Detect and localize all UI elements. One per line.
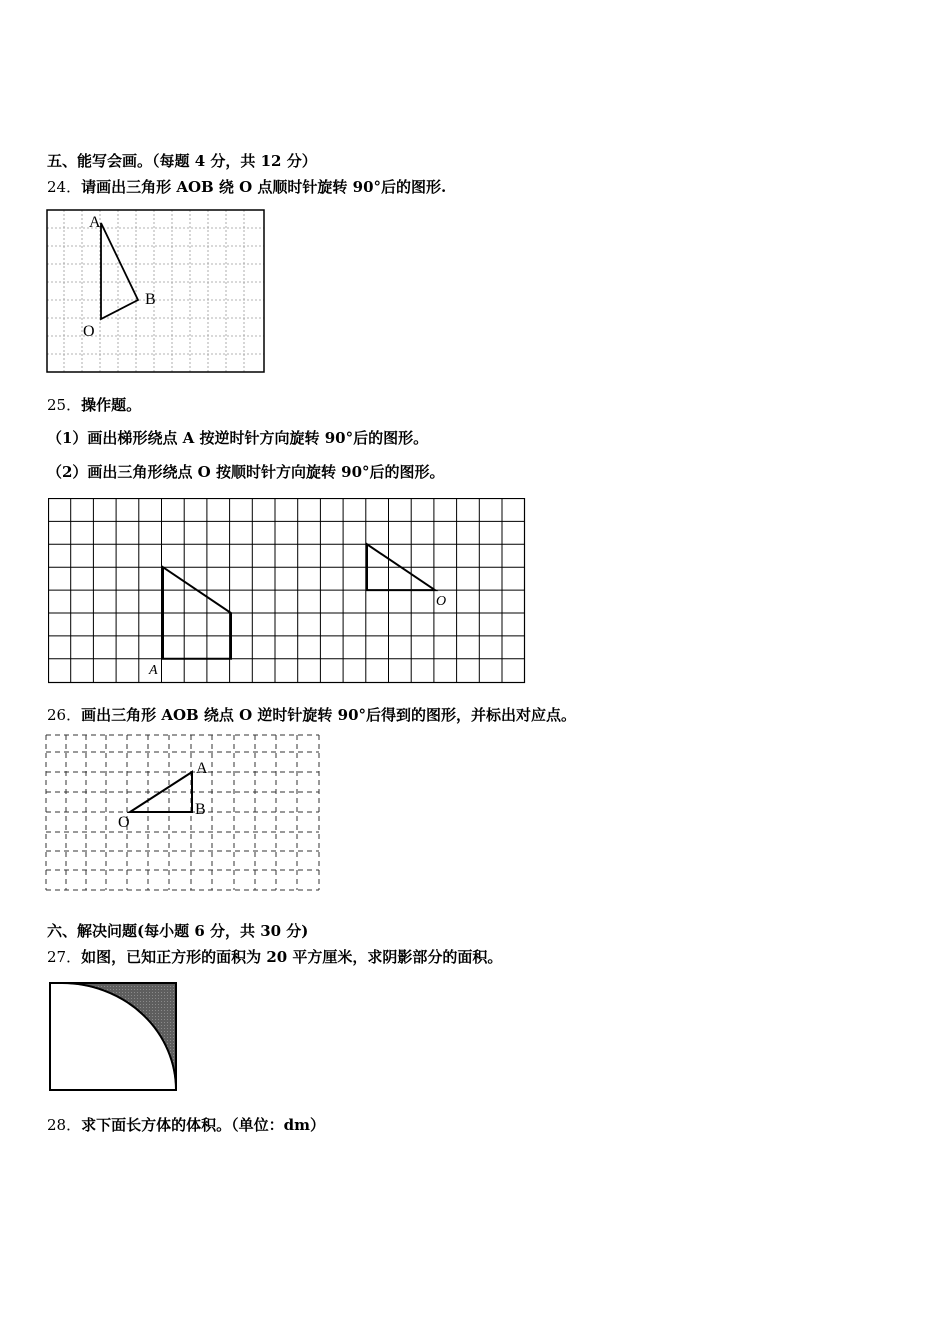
q26-label-b: B (195, 801, 206, 818)
question-26-number: 26． (47, 706, 82, 724)
question-27-number: 27． (47, 948, 82, 966)
q26-figure (44, 733, 324, 893)
question-24-text: 请画出三角形 AOB 绕 O 点顺时针旋转 90°后的图形. (81, 178, 447, 196)
q24-label-a: A (89, 214, 101, 231)
q25-label-o: O (436, 594, 447, 609)
question-25-text: 操作题。 (81, 396, 142, 414)
question-28 (47, 1116, 325, 1134)
section-6-heading: 六、解决问题(每小题 6 分，共 30 分) (47, 922, 309, 940)
question-27-text: 如图，已知正方形的面积为 20 平方厘米，求阴影部分的面积。 (81, 948, 503, 966)
question-25 (47, 396, 141, 414)
question-25-part-2: （2）画出三角形绕点 O 按顺时针方向旋转 90°后的图形。 (47, 463, 445, 481)
q25-figure (48, 498, 526, 684)
q26-label-o: O (118, 814, 130, 831)
question-24-number: 24． (47, 178, 82, 196)
question-26-text: 画出三角形 AOB 绕点 O 逆时针旋转 90°后得到的图形，并标出对应点。 (81, 706, 577, 724)
question-28-number: 28． (47, 1116, 82, 1134)
question-27 (47, 948, 502, 966)
q24-label-o: O (83, 323, 95, 340)
q26-label-a: A (196, 760, 208, 777)
question-24 (47, 178, 446, 196)
q24-triangle-aob (101, 223, 138, 319)
q27-shaded-region (62, 983, 176, 1090)
question-25-number: 25． (47, 396, 82, 414)
section-5-heading: 五、能写会画。（每题 4 分，共 12 分） (47, 152, 317, 170)
question-26 (47, 706, 576, 724)
q25-label-a: A (149, 663, 158, 678)
q24-label-b: B (145, 291, 156, 308)
q27-figure (47, 980, 182, 1096)
question-25-part-1: （1）画出梯形绕点 A 按逆时针方向旋转 90°后的图形。 (47, 429, 429, 447)
question-28-text: 求下面长方体的体积。（单位：dm） (81, 1116, 325, 1134)
q24-figure (46, 209, 266, 374)
